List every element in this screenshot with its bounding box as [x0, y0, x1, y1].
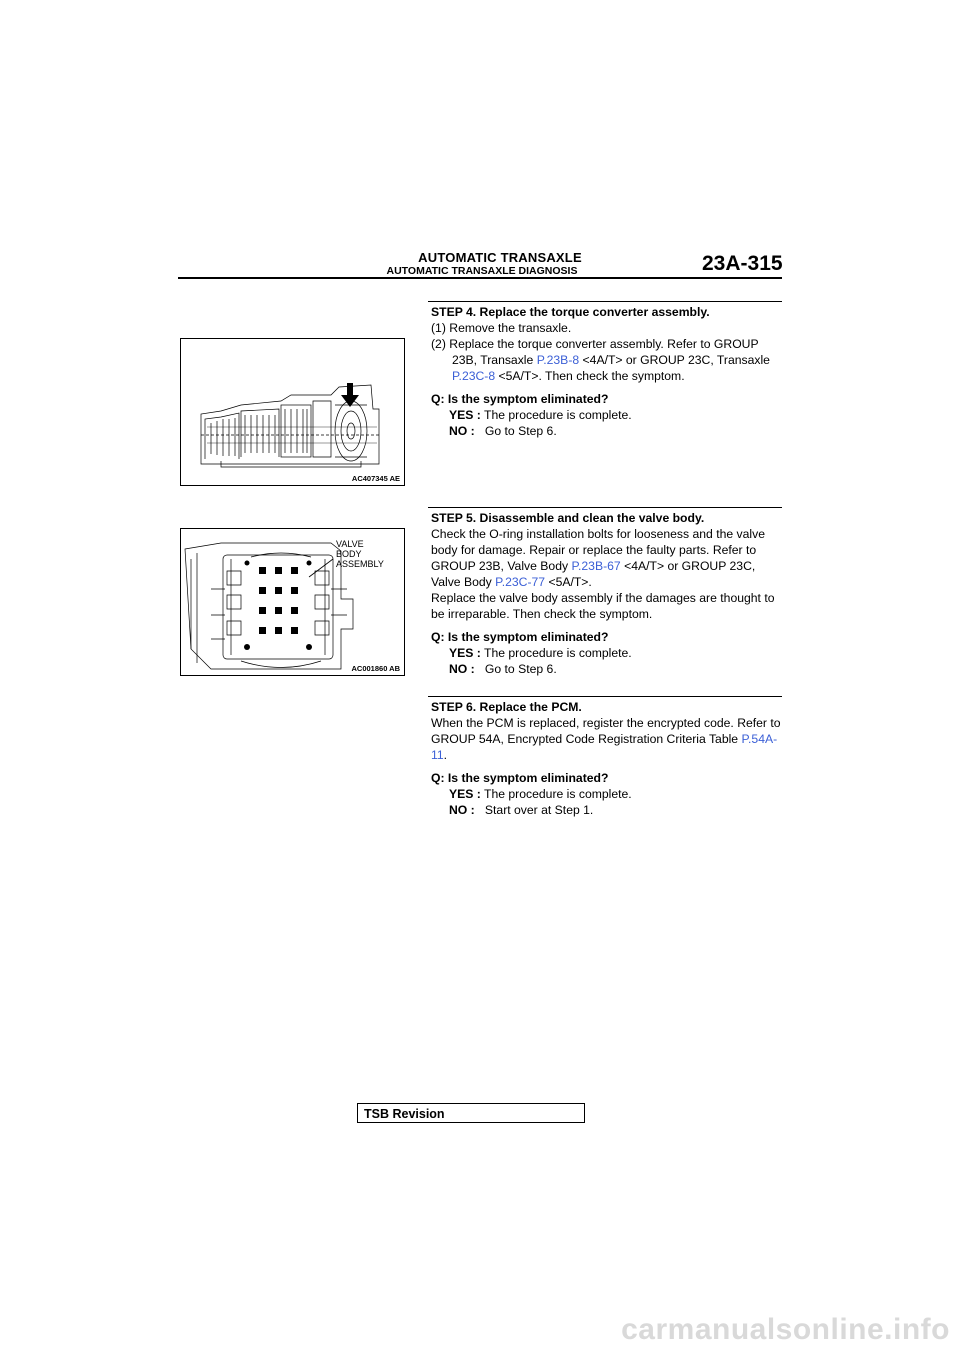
step6-yes: YES : The procedure is complete.	[449, 787, 632, 801]
valve-body-callout: VALVE BODY ASSEMBLY	[336, 539, 384, 569]
valve-body-figure	[180, 528, 405, 676]
figure-code-2: AC001860 AB	[351, 664, 400, 673]
link-p23b-8[interactable]: P.23B-8	[536, 353, 580, 367]
step5-block	[431, 510, 783, 677]
step5-no: NO : Go to Step 6.	[449, 662, 557, 676]
site-watermark: carmanualsonline.info	[621, 1313, 950, 1346]
step6-no: NO : Start over at Step 1.	[449, 803, 594, 817]
step5-rule	[428, 507, 782, 508]
transaxle-cutaway-illustration	[181, 339, 404, 485]
step4-no: NO : Go to Step 6.	[449, 424, 557, 438]
step6-text-1: When the PCM is replaced, register the encrypted code. Refer to GROUP 54A, Encrypted Code Registration Criteria Table P.54A-11.	[431, 716, 781, 762]
step5-yes: YES : The procedure is complete.	[449, 646, 632, 660]
step4-rule	[428, 301, 782, 302]
step6-rule	[428, 696, 782, 697]
torque-converter-figure	[180, 338, 405, 486]
link-p23c-8[interactable]: P.23C-8	[452, 369, 496, 383]
link-p23b-67[interactable]: P.23B-67	[571, 559, 621, 573]
step6-title: STEP 6. Replace the PCM.	[431, 700, 582, 714]
step5-title: STEP 5. Disassemble and clean the valve body.	[431, 511, 705, 525]
step4-title: STEP 4. Replace the torque converter assembly.	[431, 305, 710, 319]
tsb-revision-box: TSB Revision	[357, 1103, 585, 1123]
step5-question: Q: Is the symptom eliminated?	[431, 630, 609, 644]
link-p54a-11[interactable]: P.54A-11	[431, 732, 778, 762]
step4-yes: YES : The procedure is complete.	[449, 408, 632, 422]
step4-question: Q: Is the symptom eliminated?	[431, 392, 609, 406]
step4-block	[431, 304, 783, 439]
step4-item-1: (1) Remove the transaxle.	[431, 321, 572, 335]
section-title: AUTOMATIC TRANSAXLE	[418, 250, 582, 265]
step4-item-2: (2) Replace the torque converter assembly. Refer to GROUP 23B, Transaxle P.23B-8 <4A/T> or GROUP 23C, Transaxle P.23C-8 <5A/T>. Then check the symptom.	[431, 337, 770, 383]
section-subtitle: AUTOMATIC TRANSAXLE DIAGNOSIS	[386, 265, 578, 277]
step6-question: Q: Is the symptom eliminated?	[431, 771, 609, 785]
figure-code-1: AC407345 AE	[351, 474, 400, 483]
step5-text-2: Replace the valve body assembly if the damages are thought to be irreparable. Then check the symptom.	[431, 591, 775, 621]
link-p23c-77[interactable]: P.23C-77	[495, 575, 546, 589]
step5-text-1: Check the O-ring installation bolts for looseness and the valve body for damage. Repair or replace the faulty parts. Refer to GROUP 23B, Valve Body P.23B-67 <4A/T> or GROUP 23C, Valve Body P.23C-77 <5A/T>.	[431, 527, 765, 589]
step6-block	[431, 699, 783, 818]
page-number: 23A-315	[702, 252, 783, 275]
header-rule	[178, 277, 782, 279]
